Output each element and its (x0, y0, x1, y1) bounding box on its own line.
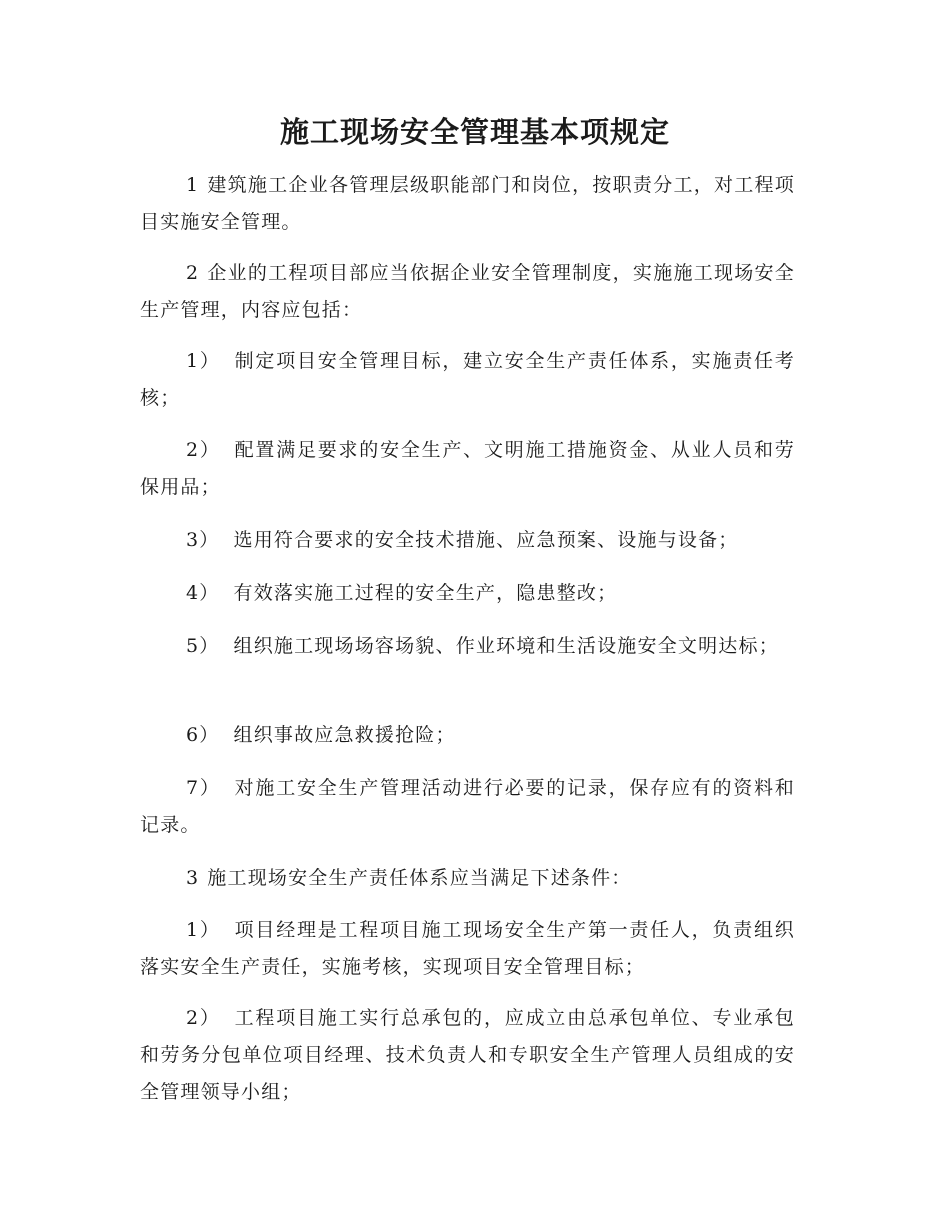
item-text: 有效落实施工过程的安全生产，隐患整改； (233, 582, 618, 604)
item-text: 配置满足要求的安全生产、文明施工措施资金、从业人员和劳保用品； (140, 439, 795, 498)
item-text: 项目经理是工程项目施工现场安全生产第一责任人，负责组织落实安全生产责任，实施考核，实现项目安全管理目标； (140, 919, 795, 978)
item-number: 7） (186, 777, 221, 799)
item-number: 5） (186, 635, 220, 657)
clause-text: 施工现场安全生产责任体系应当满足下述条件： (207, 867, 632, 889)
item-number: 2） (186, 1007, 221, 1029)
item-text: 制定项目安全管理目标，建立安全生产责任体系，实施责任考核； (140, 350, 795, 409)
clause-number: 3 (186, 867, 200, 889)
item-text: 组织施工现场场容场貌、作业环境和生活设施安全文明达标； (233, 635, 779, 657)
item-number: 2） (186, 439, 221, 461)
item-2-7 (140, 770, 795, 844)
item-2-2 (140, 432, 795, 506)
item-2-3 (140, 522, 795, 559)
clause-1 (140, 167, 795, 241)
clause-text: 建筑施工企业各管理层级职能部门和岗位，按职责分工，对工程项目实施安全管理。 (140, 174, 795, 233)
item-number: 3） (186, 529, 220, 551)
clause-2 (140, 255, 795, 329)
item-number: 1） (186, 919, 221, 941)
item-number: 4） (186, 582, 220, 604)
item-2-4 (140, 575, 795, 612)
item-text: 选用符合要求的安全技术措施、应急预案、设施与设备； (233, 529, 739, 551)
clause-text: 企业的工程项目部应当依据企业安全管理制度，实施施工现场安全生产管理，内容应包括： (140, 262, 795, 321)
item-number: 6） (186, 724, 220, 746)
item-3-1 (140, 912, 795, 986)
clause-number: 1 (186, 174, 200, 196)
clause-3 (140, 860, 795, 897)
clause-number: 2 (186, 262, 200, 284)
item-2-1 (140, 343, 795, 417)
item-2-6 (140, 717, 795, 754)
item-2-5 (140, 628, 795, 665)
item-text: 工程项目施工实行总承包的，应成立由总承包单位、专业承包和劳务分包单位项目经理、技术负责人和专职安全生产管理人员组成的安全管理领导小组； (140, 1007, 795, 1103)
item-text: 对施工安全生产管理活动进行必要的记录，保存应有的资料和记录。 (140, 777, 795, 836)
item-text: 组织事故应急救援抢险； (233, 724, 456, 746)
document-title: 施工现场安全管理基本项规定 (279, 115, 670, 149)
item-3-2 (140, 1000, 795, 1111)
item-number: 1） (186, 350, 221, 372)
